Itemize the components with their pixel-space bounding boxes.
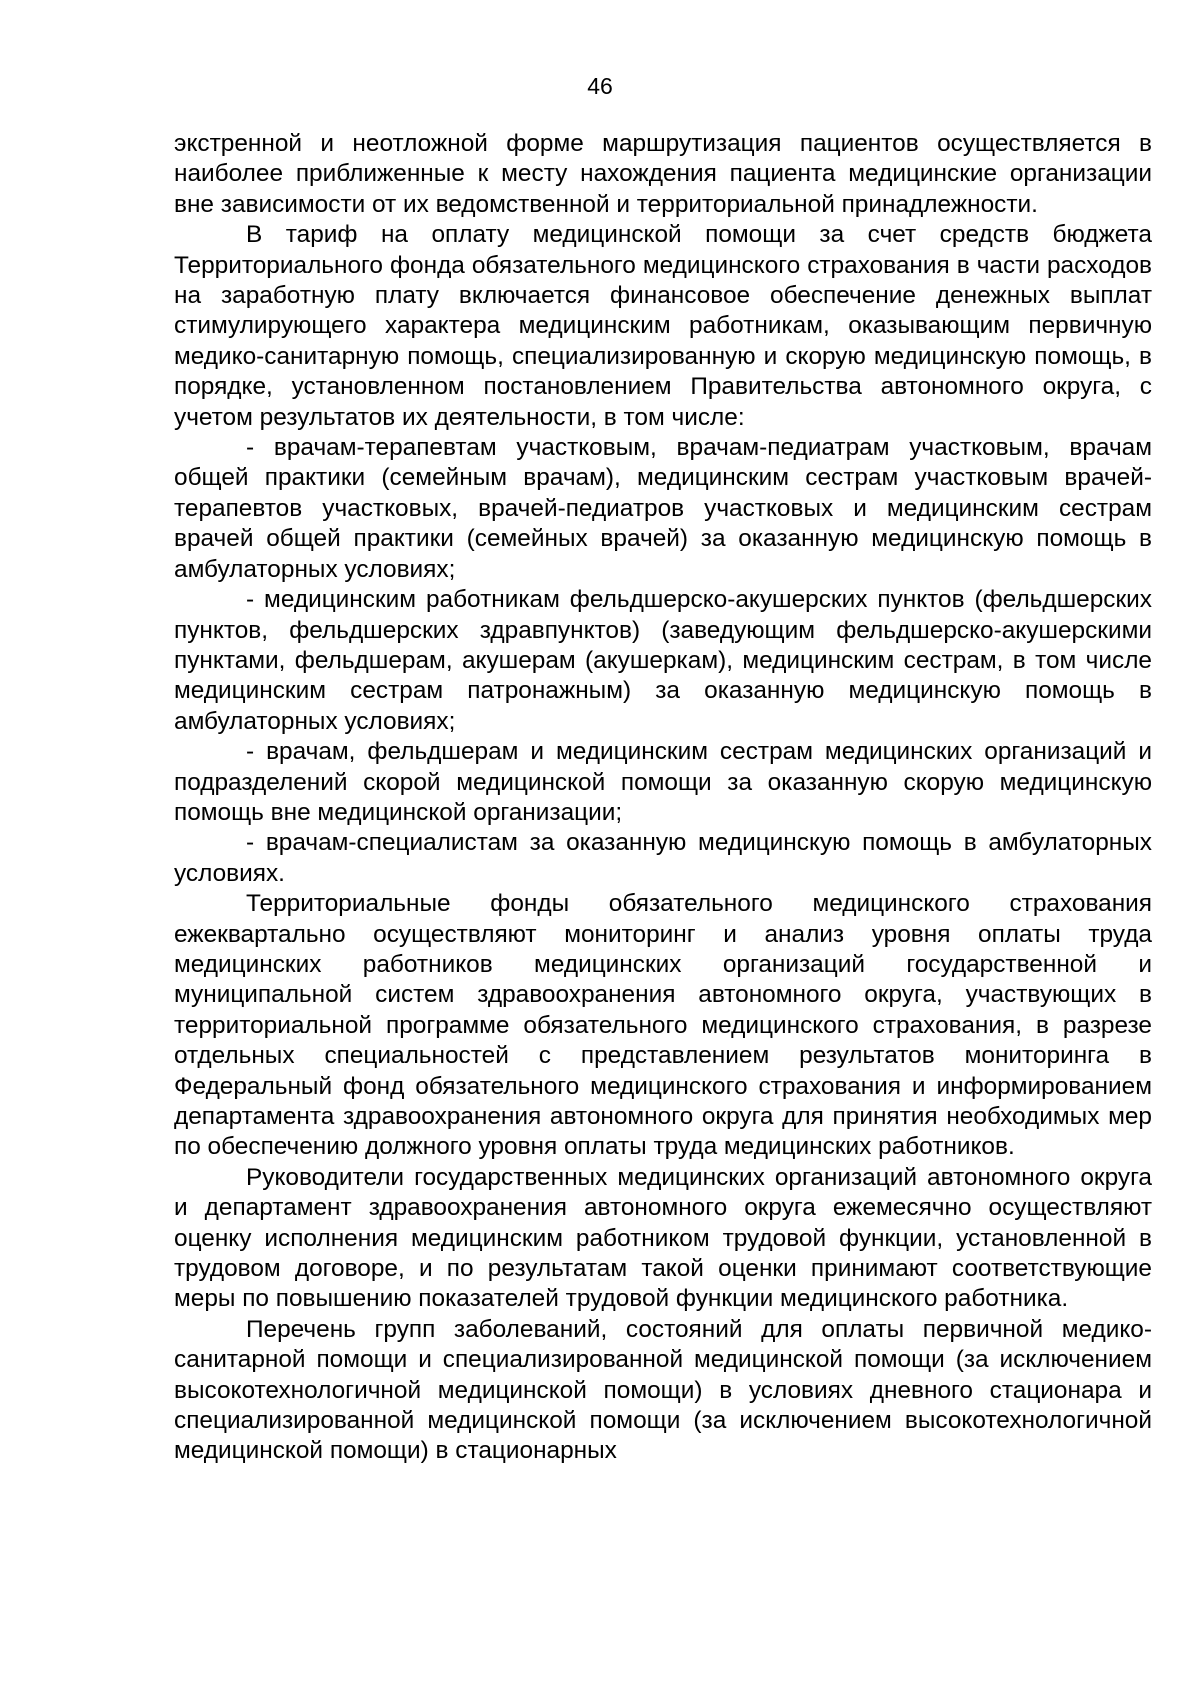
paragraph-monitoring: Территориальные фонды обязательного медицинского страхования ежеквартально осуществляют мониторинг и анализ уровня оплаты труда медицинских работников медицинских организаций государственной и муниципальной систем здравоохранения автономного округа, участвующих в территориальной программе обязательного медицинского страхования, в разрезе отдельных специальностей с представлением результатов мониторинга в Федеральный фонд обязательного медицинского страхования и информированием департамента здравоохранения автономного округа для принятия необходимых мер по обеспечению должного уровня оплаты труда медицинских работников. xyxy=(174,890,1152,1161)
page-number: 46 xyxy=(587,73,613,99)
list-item-feldsher-stations: - медицинским работникам фельдшерско-акушерских пунктов (фельдшерских пунктов, фельдшерских здравпунктов) (заведующим фельдшерско-акушерскими пунктами, фельдшерам, акушерам (акушеркам), медицинским сестрам, в том числе медицинским сестрам патронажным) за оказанную медицинскую помощь в амбулаторных условиях; xyxy=(174,586,1152,735)
list-item-district-doctors: - врачам-терапевтам участковым, врачам-педиатрам участковым, врачам общей практики (семейным врачам), медицинским сестрам участковым врачей-терапевтов участковых, врачей-педиатров участковых и медицинским сестрам врачей общей практики (семейных врачей) за оказанную медицинскую помощь в амбулаторных условиях; xyxy=(174,434,1152,583)
list-item-specialists: - врачам-специалистам за оказанную медицинскую помощь в амбулаторных условиях. xyxy=(174,829,1152,887)
paragraph-disease-groups-list: Перечень групп заболеваний, состояний для оплаты первичной медико-санитарной помощи и специализированной медицинской помощи (за исключением высокотехнологичной медицинской помощи) в условиях дневного стационара и специализированной медицинской помощи (за исключением высокотехнологичной медицинской помощи) в стационарных xyxy=(174,1315,1152,1465)
paragraph-performance-evaluation: Руководители государственных медицинских организаций автономного округа и департамент здравоохранения автономного округа ежемесячно осуществляют оценку исполнения медицинским работником трудовой функции, установленной в трудовом договоре, и по результатам такой оценки принимают соответствующие меры по повышению показателей трудовой функции медицинского работника. xyxy=(174,1163,1152,1313)
paragraph-tariff-incentive-payments: В тариф на оплату медицинской помощи за счет средств бюджета Территориального фонда обязательного медицинского страхования в части расходов на заработную плату включается финансовое обеспечение денежных выплат стимулирующего характера медицинским работникам, оказывающим первичную медико-санитарную помощь, специализированную и скорую медицинскую помощь, в порядке, установленном постановлением Правительства автономного округа, с учетом результатов их деятельности, в том числе: xyxy=(174,221,1152,431)
list-item-emergency-care: - врачам, фельдшерам и медицинским сестрам медицинских организаций и подразделений скорой медицинской помощи за оказанную скорую медицинскую помощь вне медицинской организации; xyxy=(174,738,1152,826)
document-body xyxy=(174,129,1152,1467)
paragraph-routing-continuation: экстренной и неотложной форме маршрутизация пациентов осуществляется в наиболее приближенные к месту нахождения пациента медицинские организации вне зависимости от их ведомственной и территориальной принадлежности. xyxy=(174,130,1152,218)
